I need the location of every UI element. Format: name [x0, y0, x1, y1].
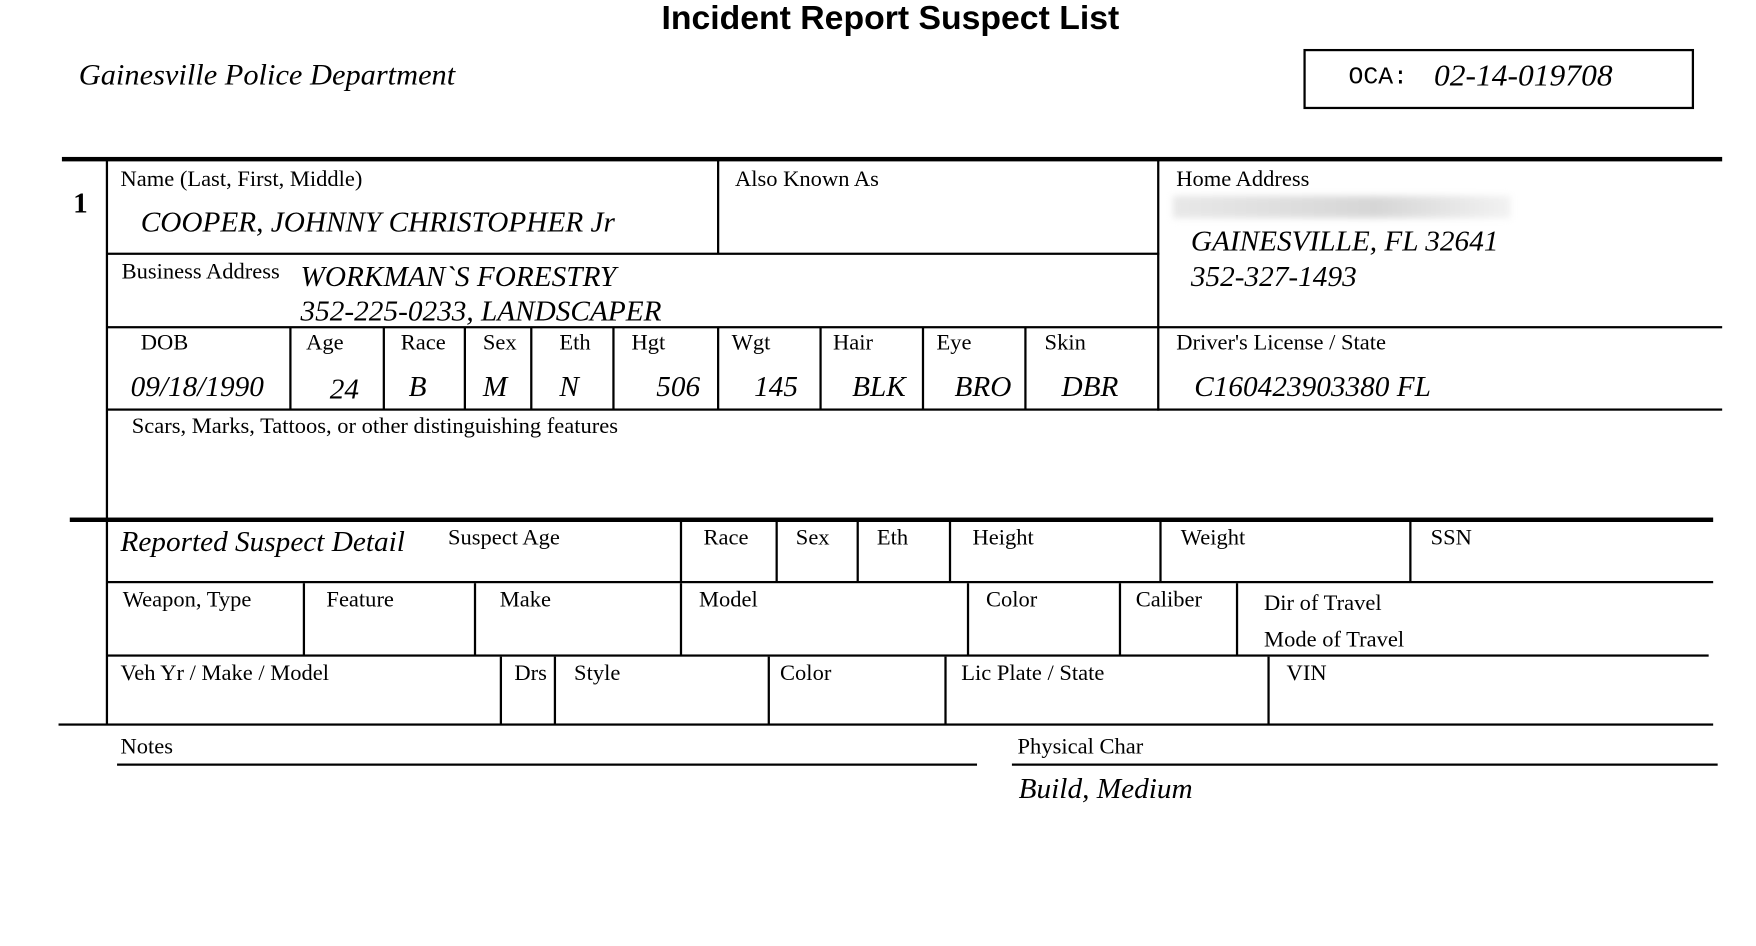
home-phone: 352-327-1493: [1190, 260, 1357, 293]
caliber-label: Caliber: [1135, 587, 1203, 613]
oca-number: 02-14-019708: [1434, 58, 1613, 94]
divider: [107, 581, 1713, 583]
feature-label: Feature: [326, 587, 394, 613]
divider: [106, 159, 108, 521]
divider: [59, 723, 1714, 725]
doors-label: Drs: [514, 661, 547, 686]
name-value: COOPER, JOHNNY CHRISTOPHER Jr: [140, 205, 615, 239]
eth-value: N: [559, 370, 579, 403]
business-address-label: Business Address: [121, 259, 280, 284]
divider: [949, 522, 951, 582]
divider: [530, 327, 532, 409]
sex-label: Sex: [482, 330, 517, 356]
divider: [680, 522, 682, 582]
aka-label: Also Known As: [735, 166, 879, 192]
eth-label: Eth: [559, 330, 591, 356]
vin-label: VIN: [1286, 661, 1327, 686]
notes-underline: [117, 764, 977, 766]
drivers-license-label: Driver's License / State: [1176, 330, 1386, 356]
divider: [680, 583, 682, 655]
wgt-label: Wgt: [731, 330, 771, 356]
suspect-age-label: Suspect Age: [447, 525, 560, 550]
drivers-license-value: C160423903380 FL: [1194, 370, 1431, 403]
vehicle-label: Veh Yr / Make / Model: [120, 661, 330, 686]
skin-label: Skin: [1044, 330, 1086, 356]
race-label: Race: [703, 525, 749, 550]
divider: [1409, 522, 1411, 582]
style-label: Style: [574, 661, 621, 686]
divider: [474, 583, 476, 655]
home-city: GAINESVILLE, FL 32641: [1190, 224, 1499, 258]
physical-underline: [1012, 764, 1718, 766]
dir-of-travel-label: Dir of Travel: [1264, 591, 1382, 616]
vehicle-color-label: Color: [780, 661, 832, 686]
oca-box: [1303, 49, 1694, 109]
business-line2: 352-225-0233, LANDSCAPER: [300, 294, 662, 328]
weapon-type-label: Weapon, Type: [122, 587, 252, 613]
divider: [1159, 522, 1161, 582]
divider: [768, 657, 770, 725]
divider: [717, 159, 719, 254]
suspect-number: 1: [73, 186, 88, 220]
divider: [500, 657, 502, 725]
divider: [62, 157, 1722, 161]
lic-plate-label: Lic Plate / State: [961, 661, 1105, 686]
divider: [1119, 583, 1121, 655]
divider: [717, 327, 719, 409]
name-label: Name (Last, First, Middle): [120, 166, 363, 192]
divider: [107, 408, 1722, 410]
redacted-street-address: [1173, 196, 1511, 218]
weight-label: Weight: [1180, 525, 1246, 550]
dob-label: DOB: [140, 330, 189, 356]
physical-char-label: Physical Char: [1017, 734, 1144, 760]
mode-of-travel-label: Mode of Travel: [1264, 627, 1405, 653]
hgt-value: 506: [656, 370, 701, 403]
divider: [819, 327, 821, 409]
divider: [944, 657, 946, 725]
age-value: 24: [329, 372, 360, 406]
sex-label: Sex: [795, 525, 830, 550]
divider: [106, 520, 108, 725]
page-title: Incident Report Suspect List: [661, 0, 1120, 37]
business-line1: WORKMAN`S FORESTRY: [300, 260, 617, 293]
model-label: Model: [698, 587, 758, 613]
divider: [776, 522, 778, 582]
race-label: Race: [400, 330, 446, 356]
home-address-label: Home Address: [1176, 166, 1310, 192]
divider: [857, 522, 859, 582]
department-name: Gainesville Police Department: [78, 57, 456, 92]
eth-label: Eth: [876, 525, 909, 550]
divider: [967, 583, 969, 655]
oca-label: OCA:: [1348, 63, 1408, 92]
race-value: B: [408, 370, 427, 403]
hair-value: BLK: [852, 370, 906, 403]
divider: [289, 327, 291, 409]
hgt-label: Hgt: [631, 330, 666, 356]
divider: [1267, 657, 1269, 725]
age-label: Age: [306, 330, 344, 356]
divider: [464, 327, 466, 409]
eye-value: BRO: [954, 370, 1012, 403]
reported-suspect-detail-title: Reported Suspect Detail: [120, 525, 405, 558]
divider: [1157, 159, 1159, 411]
divider: [70, 518, 1713, 522]
divider: [612, 327, 614, 409]
dob-value: 09/18/1990: [130, 370, 264, 403]
height-label: Height: [972, 525, 1034, 550]
divider: [1024, 327, 1026, 409]
ssn-label: SSN: [1430, 525, 1472, 550]
physical-char-value: Build, Medium: [1018, 772, 1193, 805]
make-label: Make: [499, 587, 552, 613]
color-label: Color: [986, 587, 1038, 613]
skin-value: DBR: [1061, 370, 1119, 403]
hair-label: Hair: [832, 330, 873, 356]
divider: [107, 654, 1709, 656]
divider: [922, 327, 924, 409]
divider: [554, 657, 556, 725]
eye-label: Eye: [936, 330, 972, 356]
divider: [383, 327, 385, 409]
scars-label: Scars, Marks, Tattoos, or other distinguishing features: [131, 414, 619, 439]
wgt-value: 145: [754, 370, 799, 403]
sex-value: M: [482, 370, 508, 403]
divider: [303, 583, 305, 655]
notes-label: Notes: [120, 734, 173, 760]
divider: [107, 253, 1159, 255]
divider: [1236, 583, 1238, 655]
